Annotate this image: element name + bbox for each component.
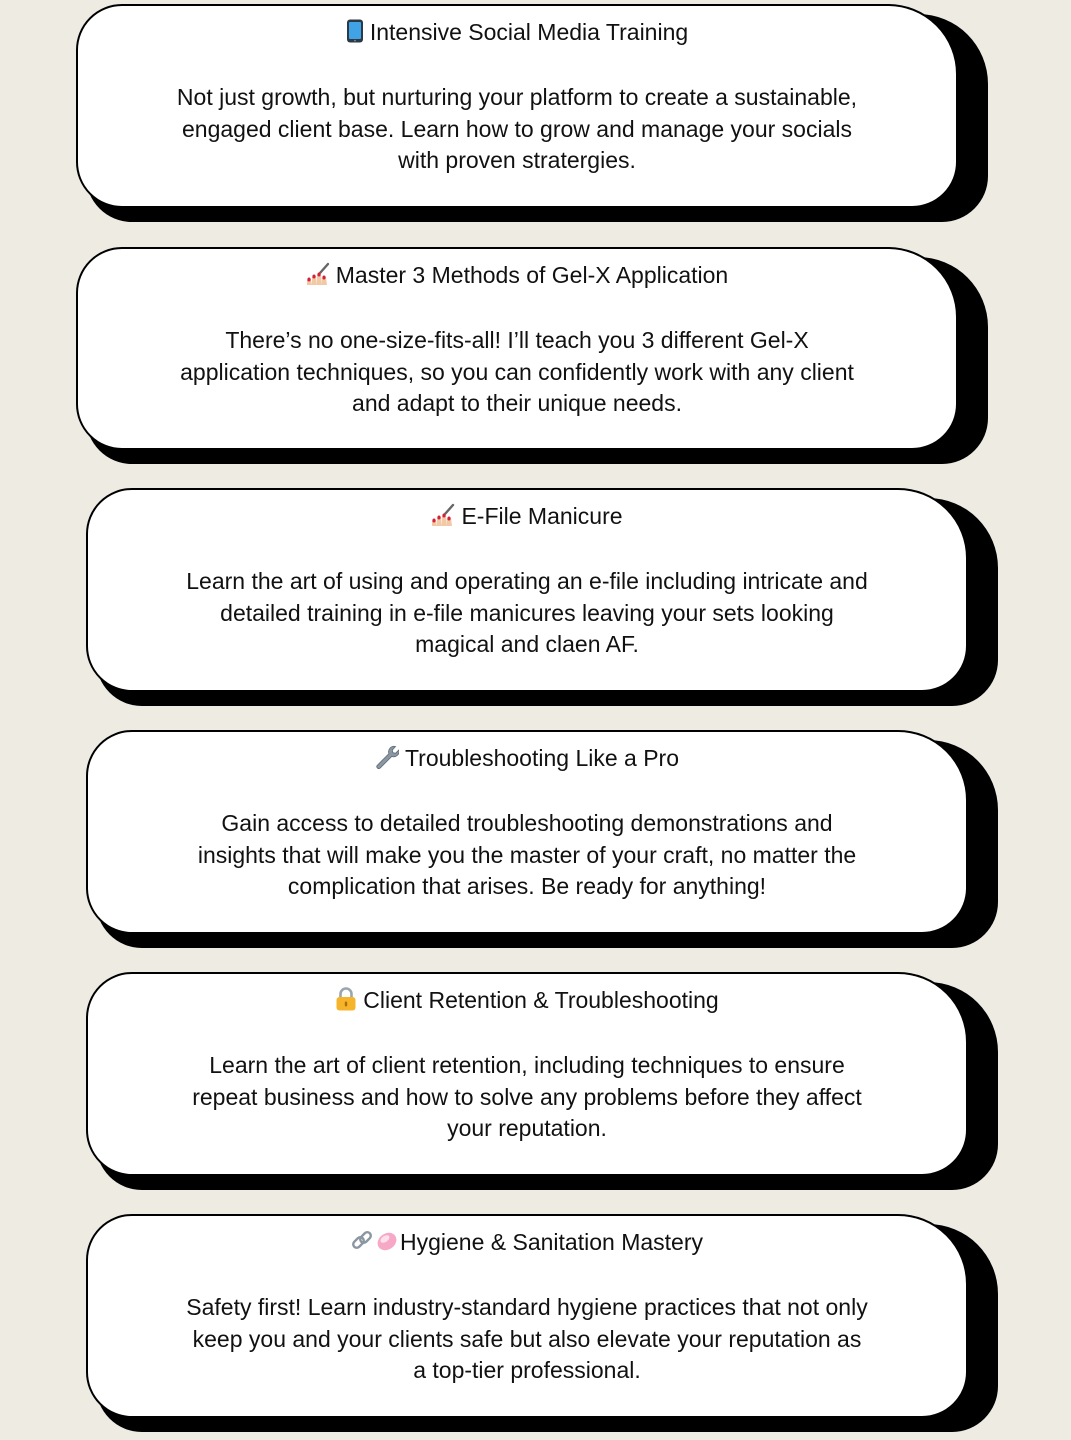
card-title-text: E-File Manicure — [461, 503, 623, 529]
feature-card-e-file — [86, 488, 968, 692]
card-description-line: insights that will make you the master of your craft, no matter the — [197, 841, 857, 868]
card-description-line: your reputation. — [447, 1115, 607, 1142]
card-description-line: Learn the art of client retention, including techniques to ensure — [209, 1052, 845, 1078]
lock-icon — [335, 987, 357, 1011]
card-description-line: with proven stratergies. — [398, 147, 636, 174]
card-description-line: Learn the art of using and operating an e-file including intricate and — [186, 568, 868, 594]
card-description-line: There’s no one-size-fits-all! I’ll teach you 3 different Gel-X — [225, 327, 809, 353]
card-description-line: and adapt to their unique needs. — [352, 390, 682, 417]
wrench-icon — [375, 745, 399, 769]
card-description-line: repeat business and how to solve any problems before they affect — [192, 1083, 862, 1110]
feature-card-client-retention — [86, 972, 968, 1176]
card-title-text: Hygiene & Sanitation Mastery — [400, 1229, 703, 1255]
card-face — [86, 488, 968, 692]
card-description — [88, 808, 966, 903]
card-face — [86, 972, 968, 1176]
card-face — [86, 730, 968, 934]
card-title-text: Intensive Social Media Training — [369, 19, 689, 45]
card-title — [88, 986, 966, 1014]
card-description-line: keep you and your clients safe but also elevate your reputation as — [192, 1325, 862, 1352]
card-description-line: application techniques, so you can confidently work with any client — [180, 358, 854, 385]
card-title-text: Troubleshooting Like a Pro — [404, 745, 680, 771]
card-title-text: Master 3 Methods of Gel-X Application — [335, 262, 729, 288]
card-description — [88, 566, 966, 661]
card-title — [78, 261, 956, 289]
card-description-line: magical and claen AF. — [415, 631, 639, 658]
mobile-phone-icon — [346, 19, 364, 43]
card-description-line: Not just growth, but nurturing your platform to create a sustainable, — [176, 84, 858, 110]
feature-card-hygiene — [86, 1214, 968, 1418]
card-description-line: Gain access to detailed troubleshooting demonstrations and — [221, 810, 833, 836]
card-description-line: detailed training in e-file manicures leaving your sets looking — [220, 599, 834, 626]
card-title — [78, 18, 956, 46]
card-description-line: a top-tier professional. — [413, 1357, 641, 1384]
feature-card-social-media — [76, 4, 958, 208]
card-description-line: engaged client base. Learn how to grow and manage your socials — [182, 115, 852, 142]
card-description-line: Safety first! Learn industry-standard hygiene practices that not only — [186, 1294, 868, 1320]
card-face — [76, 247, 958, 450]
card-description — [88, 1292, 966, 1387]
feature-card-troubleshooting — [86, 730, 968, 934]
card-title — [88, 1228, 966, 1256]
link-and-soap-icon — [351, 1229, 399, 1253]
card-title — [88, 502, 966, 530]
card-description — [78, 82, 956, 177]
nail-polish-icon — [431, 503, 455, 527]
feature-card-gel-x — [76, 247, 958, 450]
card-title — [88, 744, 966, 772]
card-description — [88, 1050, 966, 1145]
card-face — [76, 4, 958, 208]
card-description — [78, 325, 956, 420]
card-face — [86, 1214, 968, 1418]
nail-polish-icon — [306, 262, 330, 286]
card-description-line: complication that arises. Be ready for anything! — [287, 873, 767, 900]
card-title-text: Client Retention & Troubleshooting — [363, 987, 719, 1013]
